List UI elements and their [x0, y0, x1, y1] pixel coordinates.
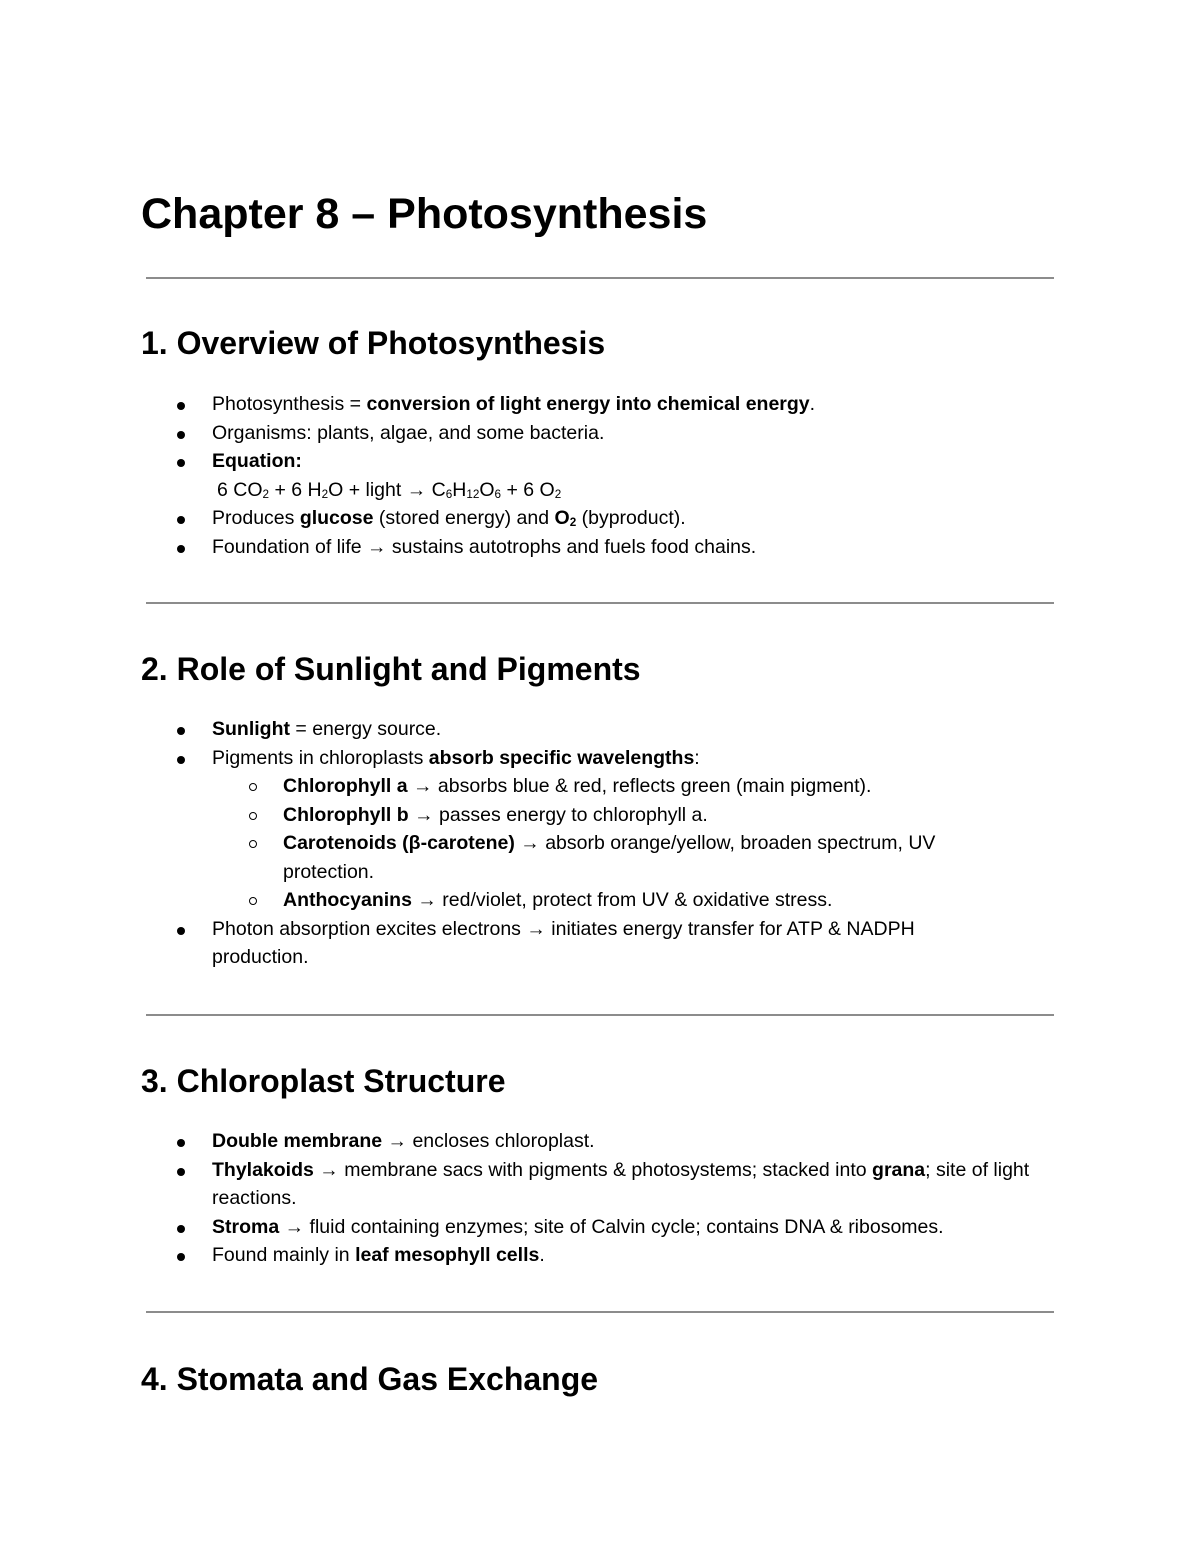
list-item: Stroma → fluid containing enzymes; site of Calvin cycle; contains DNA & ribosomes.: [141, 1213, 1061, 1242]
divider: [146, 1014, 1054, 1016]
section-heading: 1. Overview of Photosynthesis: [141, 325, 606, 361]
sub-list-item: Anthocyanins → red/violet, protect from UV & oxidative stress.: [212, 886, 1061, 915]
list-item: Photon absorption excites electrons → initiates energy transfer for ATP & NADPH production.: [141, 915, 1061, 972]
list-item: Produces glucose (stored energy) and $O_2$ (byproduct).: [141, 504, 1061, 533]
list-item: Double membrane → encloses chloroplast.: [141, 1127, 1061, 1156]
section-stomata: [141, 1359, 1061, 1399]
bullet-list: [141, 715, 1061, 972]
section-heading: 4. Stomata and Gas Exchange: [141, 1361, 599, 1397]
divider: [146, 602, 1054, 604]
list-item: Sunlight = energy source.: [141, 715, 1061, 744]
section-sunlight-pigments: [141, 649, 1061, 972]
bullet-list: [141, 390, 1061, 561]
list-item: Organisms: plants, algae, and some bacteria.: [141, 419, 1061, 448]
divider: [146, 277, 1054, 279]
section-heading: 2. Role of Sunlight and Pigments: [141, 651, 641, 687]
sub-list-item: Carotenoids (β-carotene) → absorb orange/yellow, broaden spectrum, UV protection.: [212, 829, 1061, 886]
section-overview: [141, 323, 1061, 561]
sub-list-item: Chlorophyll a → absorbs blue & red, reflects green (main pigment).: [212, 772, 1061, 801]
section-heading: 3. Chloroplast Structure: [141, 1063, 506, 1099]
list-item: Pigments in chloroplasts absorb specific wavelengths: Chlorophyll a → absorbs blue & red, reflects green (main pigment). Chlorophyll b → passes energy to chlorophyll a. Carotenoids (β-carotene) → absorb orange/yellow, broaden spectrum, UV protection. Anthocyanins → red/violet, protect from UV & oxidative stress.: [141, 744, 1061, 915]
equation: 6 $CO_2 + 6$ $H_2O$ + light → $C_6H_{12}O_6 + 6$ $O_2$: [217, 478, 562, 501]
sub-bullet-list: [212, 772, 1061, 915]
document-title: Chapter 8 – Photosynthesis: [141, 190, 708, 238]
bullet-list: [141, 1127, 1061, 1270]
list-item: Photosynthesis = conversion of light energy into chemical energy.: [141, 390, 1061, 419]
sub-list-item: Chlorophyll b → passes energy to chlorophyll a.: [212, 801, 1061, 830]
divider: [146, 1311, 1054, 1313]
list-item: Thylakoids → membrane sacs with pigments & photosystems; stacked into grana; site of light reactions.: [141, 1156, 1061, 1213]
list-item: Foundation of life → sustains autotrophs and fuels food chains.: [141, 533, 1061, 562]
list-item: Found mainly in leaf mesophyll cells.: [141, 1241, 1061, 1270]
list-item: Equation: 6 $CO_2 + 6$ $H_2O$ + light → $C_6H_{12}O_6 + 6$ $O_2$: [141, 447, 1061, 504]
section-chloroplast-structure: [141, 1061, 1061, 1270]
